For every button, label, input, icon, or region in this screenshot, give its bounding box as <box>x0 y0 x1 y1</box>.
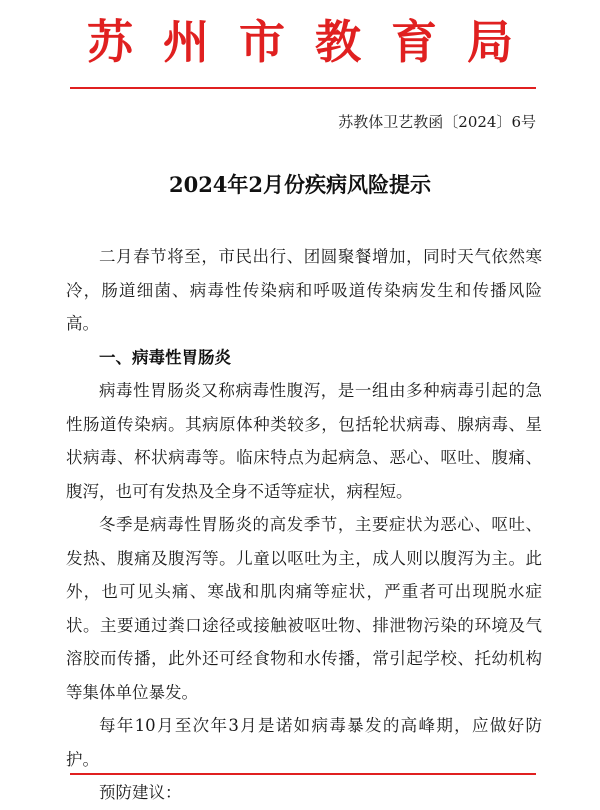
header-red-rule <box>70 87 536 89</box>
intro-paragraph: 二月春节将至，市民出行、团圆聚餐增加，同时天气依然寒冷，肠道细菌、病毒性传染病和呼吸道传染病发生和传播风险高。 <box>66 247 542 333</box>
section-paragraph-4: 预防建议： <box>99 783 182 802</box>
section-paragraph-2: 冬季是病毒性胃肠炎的高发季节，主要症状为恶心、呕吐、发热、腹痛及腹泻等。儿童以呕吐为主，成人则以腹泻为主。此外，也可见头痛、寒战和肌肉痛等症状，严重者可出现脱水症状。主要通过粪口途径或接触被呕吐物、排泄物污染的环境及气溶胶而传播，此外还可经食物和水传播，常引起学校、托幼机构等集体单位暴发。 <box>66 515 542 702</box>
section-paragraph-1: 病毒性胃肠炎又称病毒性腹泻，是一组由多种病毒引起的急性肠道传染病。其病原体种类较多，包括轮状病毒、腺病毒、星状病毒、杯状病毒等。临床特点为起病急、恶心、呕吐、腹痛、腹泻，也可有发热及全身不适等症状，病程短。 <box>66 381 542 501</box>
section-heading: 一、病毒性胃肠炎 <box>99 347 231 367</box>
document-body <box>66 240 542 810</box>
section-paragraph-3: 每年10月至次年3月是诺如病毒暴发的高峰期，应做好防护。 <box>66 716 542 769</box>
org-title: 苏州市教育局 <box>87 15 543 69</box>
footer-red-rule <box>70 773 536 775</box>
document-number: 苏教体卫艺教函〔2024〕6号 <box>338 113 536 131</box>
document-title: 2024年2月份疾病风险提示 <box>168 172 432 197</box>
